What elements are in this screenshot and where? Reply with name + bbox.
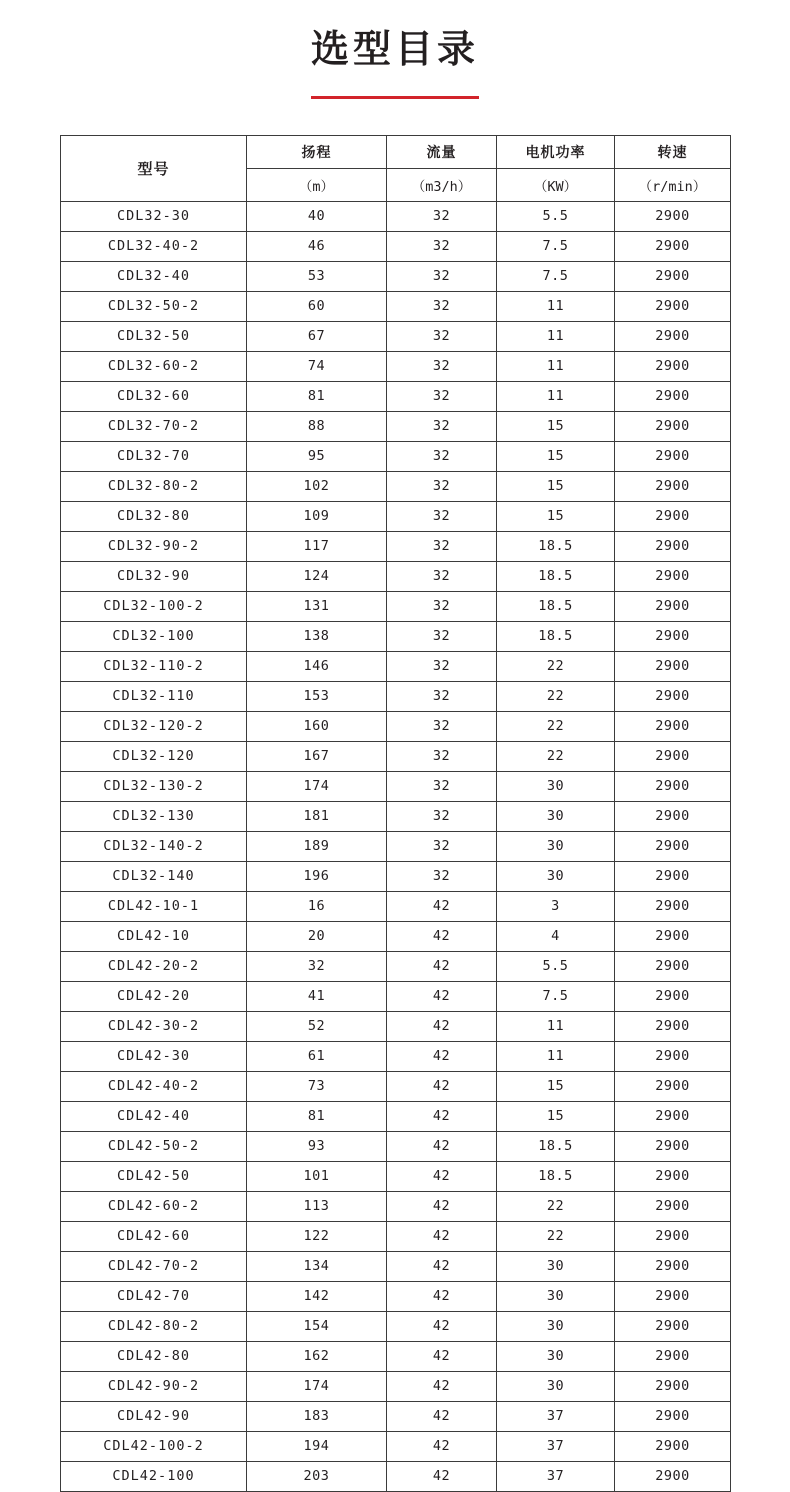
cell-head: 101 (247, 1161, 387, 1191)
cell-head: 122 (247, 1221, 387, 1251)
cell-speed: 2900 (615, 261, 731, 291)
table-row (61, 801, 731, 831)
table-row (61, 441, 731, 471)
cell-motor-power: 15 (497, 1071, 615, 1101)
cell-model: CDL42-10-1 (61, 891, 247, 921)
cell-model: CDL32-130 (61, 801, 247, 831)
cell-head: 73 (247, 1071, 387, 1101)
cell-speed: 2900 (615, 561, 731, 591)
cell-motor-power: 22 (497, 711, 615, 741)
cell-head: 124 (247, 561, 387, 591)
cell-speed: 2900 (615, 711, 731, 741)
cell-motor-power: 22 (497, 741, 615, 771)
cell-motor-power: 22 (497, 1191, 615, 1221)
cell-flow: 42 (387, 1161, 497, 1191)
cell-head: 189 (247, 831, 387, 861)
cell-speed: 2900 (615, 1191, 731, 1221)
table-row (61, 1461, 731, 1491)
cell-speed: 2900 (615, 771, 731, 801)
cell-head: 109 (247, 501, 387, 531)
cell-flow: 32 (387, 711, 497, 741)
table-header (61, 135, 731, 201)
cell-head: 162 (247, 1341, 387, 1371)
cell-speed: 2900 (615, 951, 731, 981)
cell-flow: 42 (387, 981, 497, 1011)
cell-flow: 42 (387, 1341, 497, 1371)
cell-head: 74 (247, 351, 387, 381)
cell-motor-power: 22 (497, 651, 615, 681)
cell-model: CDL42-100 (61, 1461, 247, 1491)
cell-model: CDL32-50-2 (61, 291, 247, 321)
cell-flow: 42 (387, 951, 497, 981)
table-row (61, 891, 731, 921)
table-row (61, 1161, 731, 1191)
cell-speed: 2900 (615, 321, 731, 351)
cell-flow: 32 (387, 621, 497, 651)
cell-speed: 2900 (615, 891, 731, 921)
cell-speed: 2900 (615, 471, 731, 501)
cell-head: 181 (247, 801, 387, 831)
table-row (61, 1401, 731, 1431)
cell-motor-power: 5.5 (497, 951, 615, 981)
cell-head: 67 (247, 321, 387, 351)
cell-flow: 32 (387, 561, 497, 591)
cell-motor-power: 5.5 (497, 201, 615, 231)
table-row (61, 771, 731, 801)
cell-motor-power: 22 (497, 681, 615, 711)
cell-speed: 2900 (615, 801, 731, 831)
cell-speed: 2900 (615, 1071, 731, 1101)
cell-head: 81 (247, 1101, 387, 1131)
cell-head: 52 (247, 1011, 387, 1041)
cell-model: CDL32-60 (61, 381, 247, 411)
cell-speed: 2900 (615, 1221, 731, 1251)
cell-speed: 2900 (615, 681, 731, 711)
cell-flow: 42 (387, 1431, 497, 1461)
table-row (61, 681, 731, 711)
cell-speed: 2900 (615, 591, 731, 621)
table-row (61, 981, 731, 1011)
cell-motor-power: 30 (497, 771, 615, 801)
table-header-row-labels (61, 135, 731, 168)
cell-model: CDL42-50-2 (61, 1131, 247, 1161)
cell-flow: 32 (387, 411, 497, 441)
cell-flow: 32 (387, 351, 497, 381)
cell-flow: 32 (387, 471, 497, 501)
table-row (61, 1221, 731, 1251)
cell-flow: 32 (387, 681, 497, 711)
table-row (61, 231, 731, 261)
cell-flow: 42 (387, 1281, 497, 1311)
cell-model: CDL32-30 (61, 201, 247, 231)
table-row (61, 1251, 731, 1281)
cell-motor-power: 18.5 (497, 1161, 615, 1191)
cell-speed: 2900 (615, 381, 731, 411)
cell-speed: 2900 (615, 501, 731, 531)
cell-model: CDL32-50 (61, 321, 247, 351)
cell-head: 53 (247, 261, 387, 291)
cell-speed: 2900 (615, 741, 731, 771)
cell-head: 20 (247, 921, 387, 951)
cell-flow: 32 (387, 261, 497, 291)
cell-motor-power: 30 (497, 1341, 615, 1371)
table-row (61, 861, 731, 891)
cell-motor-power: 11 (497, 381, 615, 411)
page-title: 选型目录 (310, 29, 479, 71)
cell-motor-power: 11 (497, 291, 615, 321)
cell-motor-power: 18.5 (497, 1131, 615, 1161)
cell-model: CDL32-110-2 (61, 651, 247, 681)
cell-motor-power: 15 (497, 441, 615, 471)
cell-model: CDL42-50 (61, 1161, 247, 1191)
cell-speed: 2900 (615, 441, 731, 471)
cell-head: 167 (247, 741, 387, 771)
cell-flow: 32 (387, 201, 497, 231)
cell-speed: 2900 (615, 831, 731, 861)
cell-head: 61 (247, 1041, 387, 1071)
cell-motor-power: 22 (497, 1221, 615, 1251)
cell-model: CDL42-40 (61, 1101, 247, 1131)
cell-model: CDL42-10 (61, 921, 247, 951)
table-body (61, 201, 731, 1491)
cell-flow: 42 (387, 1191, 497, 1221)
cell-head: 134 (247, 1251, 387, 1281)
cell-motor-power: 15 (497, 501, 615, 531)
table-row (61, 531, 731, 561)
cell-model: CDL42-80-2 (61, 1311, 247, 1341)
cell-head: 153 (247, 681, 387, 711)
table-row (61, 381, 731, 411)
spec-table (60, 135, 731, 1492)
table-row (61, 1011, 731, 1041)
cell-motor-power: 30 (497, 1281, 615, 1311)
cell-flow: 42 (387, 1251, 497, 1281)
cell-motor-power: 18.5 (497, 561, 615, 591)
table-row (61, 201, 731, 231)
cell-model: CDL42-90 (61, 1401, 247, 1431)
table-row (61, 1131, 731, 1161)
cell-speed: 2900 (615, 201, 731, 231)
cell-flow: 42 (387, 891, 497, 921)
cell-model: CDL32-70-2 (61, 411, 247, 441)
cell-flow: 42 (387, 1071, 497, 1101)
cell-head: 88 (247, 411, 387, 441)
cell-model: CDL32-40-2 (61, 231, 247, 261)
cell-head: 160 (247, 711, 387, 741)
column-header-speed: 转速 (615, 135, 731, 168)
table-row (61, 261, 731, 291)
cell-motor-power: 7.5 (497, 231, 615, 261)
cell-speed: 2900 (615, 351, 731, 381)
cell-model: CDL32-140-2 (61, 831, 247, 861)
cell-head: 194 (247, 1431, 387, 1461)
cell-flow: 42 (387, 1101, 497, 1131)
cell-motor-power: 37 (497, 1461, 615, 1491)
cell-flow: 42 (387, 1041, 497, 1071)
cell-motor-power: 30 (497, 861, 615, 891)
cell-motor-power: 30 (497, 801, 615, 831)
cell-motor-power: 37 (497, 1431, 615, 1461)
cell-head: 32 (247, 951, 387, 981)
cell-speed: 2900 (615, 1461, 731, 1491)
cell-speed: 2900 (615, 651, 731, 681)
cell-flow: 32 (387, 741, 497, 771)
cell-model: CDL42-100-2 (61, 1431, 247, 1461)
cell-motor-power: 15 (497, 411, 615, 441)
table-row (61, 291, 731, 321)
table-row (61, 471, 731, 501)
cell-head: 102 (247, 471, 387, 501)
cell-model: CDL32-130-2 (61, 771, 247, 801)
cell-flow: 32 (387, 291, 497, 321)
cell-speed: 2900 (615, 1371, 731, 1401)
cell-head: 131 (247, 591, 387, 621)
cell-speed: 2900 (615, 1041, 731, 1071)
cell-flow: 42 (387, 921, 497, 951)
cell-speed: 2900 (615, 1131, 731, 1161)
cell-motor-power: 15 (497, 1101, 615, 1131)
cell-speed: 2900 (615, 1161, 731, 1191)
cell-model: CDL42-30-2 (61, 1011, 247, 1041)
table-row (61, 321, 731, 351)
cell-speed: 2900 (615, 1431, 731, 1461)
cell-model: CDL42-20 (61, 981, 247, 1011)
cell-head: 60 (247, 291, 387, 321)
table-row (61, 1071, 731, 1101)
cell-motor-power: 18.5 (497, 591, 615, 621)
table-row (61, 1191, 731, 1221)
cell-model: CDL42-70-2 (61, 1251, 247, 1281)
cell-model: CDL32-110 (61, 681, 247, 711)
cell-model: CDL32-100 (61, 621, 247, 651)
cell-flow: 32 (387, 771, 497, 801)
cell-flow: 32 (387, 591, 497, 621)
cell-motor-power: 30 (497, 831, 615, 861)
cell-flow: 42 (387, 1131, 497, 1161)
table-row (61, 591, 731, 621)
cell-motor-power: 3 (497, 891, 615, 921)
cell-head: 40 (247, 201, 387, 231)
table-row (61, 411, 731, 441)
cell-motor-power: 30 (497, 1311, 615, 1341)
cell-flow: 42 (387, 1461, 497, 1491)
cell-model: CDL32-80-2 (61, 471, 247, 501)
cell-motor-power: 18.5 (497, 621, 615, 651)
cell-head: 41 (247, 981, 387, 1011)
cell-flow: 42 (387, 1311, 497, 1341)
cell-model: CDL42-80 (61, 1341, 247, 1371)
cell-speed: 2900 (615, 1251, 731, 1281)
cell-speed: 2900 (615, 411, 731, 441)
table-row (61, 921, 731, 951)
table-row (61, 651, 731, 681)
cell-model: CDL32-40 (61, 261, 247, 291)
cell-flow: 32 (387, 801, 497, 831)
cell-flow: 32 (387, 441, 497, 471)
cell-model: CDL32-140 (61, 861, 247, 891)
cell-flow: 32 (387, 651, 497, 681)
cell-flow: 32 (387, 531, 497, 561)
cell-speed: 2900 (615, 531, 731, 561)
table-row (61, 351, 731, 381)
cell-motor-power: 11 (497, 321, 615, 351)
cell-speed: 2900 (615, 1401, 731, 1431)
cell-speed: 2900 (615, 231, 731, 261)
cell-head: 203 (247, 1461, 387, 1491)
cell-flow: 42 (387, 1011, 497, 1041)
table-row (61, 1101, 731, 1131)
cell-speed: 2900 (615, 1101, 731, 1131)
cell-motor-power: 30 (497, 1371, 615, 1401)
cell-flow: 42 (387, 1401, 497, 1431)
cell-model: CDL42-60-2 (61, 1191, 247, 1221)
table-row (61, 621, 731, 651)
cell-motor-power: 4 (497, 921, 615, 951)
cell-flow: 32 (387, 501, 497, 531)
cell-head: 81 (247, 381, 387, 411)
cell-motor-power: 11 (497, 1041, 615, 1071)
cell-model: CDL32-90-2 (61, 531, 247, 561)
cell-model: CDL42-70 (61, 1281, 247, 1311)
cell-speed: 2900 (615, 1341, 731, 1371)
column-unit-head: （m） (247, 168, 387, 201)
cell-flow: 32 (387, 381, 497, 411)
cell-flow: 42 (387, 1221, 497, 1251)
cell-model: CDL32-100-2 (61, 591, 247, 621)
table-row (61, 1431, 731, 1461)
column-header-model: 型号 (61, 135, 247, 201)
cell-head: 154 (247, 1311, 387, 1341)
cell-head: 183 (247, 1401, 387, 1431)
cell-model: CDL42-40-2 (61, 1071, 247, 1101)
table-row (61, 1281, 731, 1311)
cell-speed: 2900 (615, 861, 731, 891)
table-row (61, 501, 731, 531)
cell-model: CDL32-120 (61, 741, 247, 771)
cell-motor-power: 18.5 (497, 531, 615, 561)
cell-speed: 2900 (615, 921, 731, 951)
column-header-flow: 流量 (387, 135, 497, 168)
column-unit-motor-power: （KW） (497, 168, 615, 201)
cell-head: 46 (247, 231, 387, 261)
cell-head: 117 (247, 531, 387, 561)
cell-head: 113 (247, 1191, 387, 1221)
cell-head: 93 (247, 1131, 387, 1161)
column-unit-flow: （m3/h） (387, 168, 497, 201)
table-row (61, 951, 731, 981)
cell-model: CDL32-80 (61, 501, 247, 531)
cell-head: 146 (247, 651, 387, 681)
cell-flow: 32 (387, 831, 497, 861)
cell-model: CDL42-20-2 (61, 951, 247, 981)
table-row (61, 1371, 731, 1401)
cell-flow: 32 (387, 321, 497, 351)
table-row (61, 561, 731, 591)
cell-flow: 32 (387, 231, 497, 261)
column-unit-speed: （r/min） (615, 168, 731, 201)
cell-flow: 32 (387, 861, 497, 891)
spec-table-container (0, 99, 790, 1492)
cell-speed: 2900 (615, 1281, 731, 1311)
cell-speed: 2900 (615, 621, 731, 651)
cell-model: CDL42-90-2 (61, 1371, 247, 1401)
cell-speed: 2900 (615, 1011, 731, 1041)
cell-model: CDL32-60-2 (61, 351, 247, 381)
cell-head: 142 (247, 1281, 387, 1311)
cell-head: 95 (247, 441, 387, 471)
column-header-head: 扬程 (247, 135, 387, 168)
cell-speed: 2900 (615, 1311, 731, 1341)
cell-head: 16 (247, 891, 387, 921)
cell-model: CDL32-90 (61, 561, 247, 591)
table-row (61, 1041, 731, 1071)
table-row (61, 1341, 731, 1371)
cell-motor-power: 11 (497, 1011, 615, 1041)
cell-head: 174 (247, 1371, 387, 1401)
cell-motor-power: 15 (497, 471, 615, 501)
cell-motor-power: 30 (497, 1251, 615, 1281)
table-row (61, 1311, 731, 1341)
cell-model: CDL32-120-2 (61, 711, 247, 741)
cell-head: 138 (247, 621, 387, 651)
cell-speed: 2900 (615, 981, 731, 1011)
cell-model: CDL32-70 (61, 441, 247, 471)
table-row (61, 831, 731, 861)
cell-motor-power: 7.5 (497, 261, 615, 291)
cell-model: CDL42-30 (61, 1041, 247, 1071)
cell-motor-power: 37 (497, 1401, 615, 1431)
cell-head: 196 (247, 861, 387, 891)
column-header-motor-power: 电机功率 (497, 135, 615, 168)
cell-motor-power: 7.5 (497, 981, 615, 1011)
cell-flow: 42 (387, 1371, 497, 1401)
cell-motor-power: 11 (497, 351, 615, 381)
table-row (61, 711, 731, 741)
page-header (0, 0, 790, 99)
cell-head: 174 (247, 771, 387, 801)
table-row (61, 741, 731, 771)
cell-model: CDL42-60 (61, 1221, 247, 1251)
cell-speed: 2900 (615, 291, 731, 321)
